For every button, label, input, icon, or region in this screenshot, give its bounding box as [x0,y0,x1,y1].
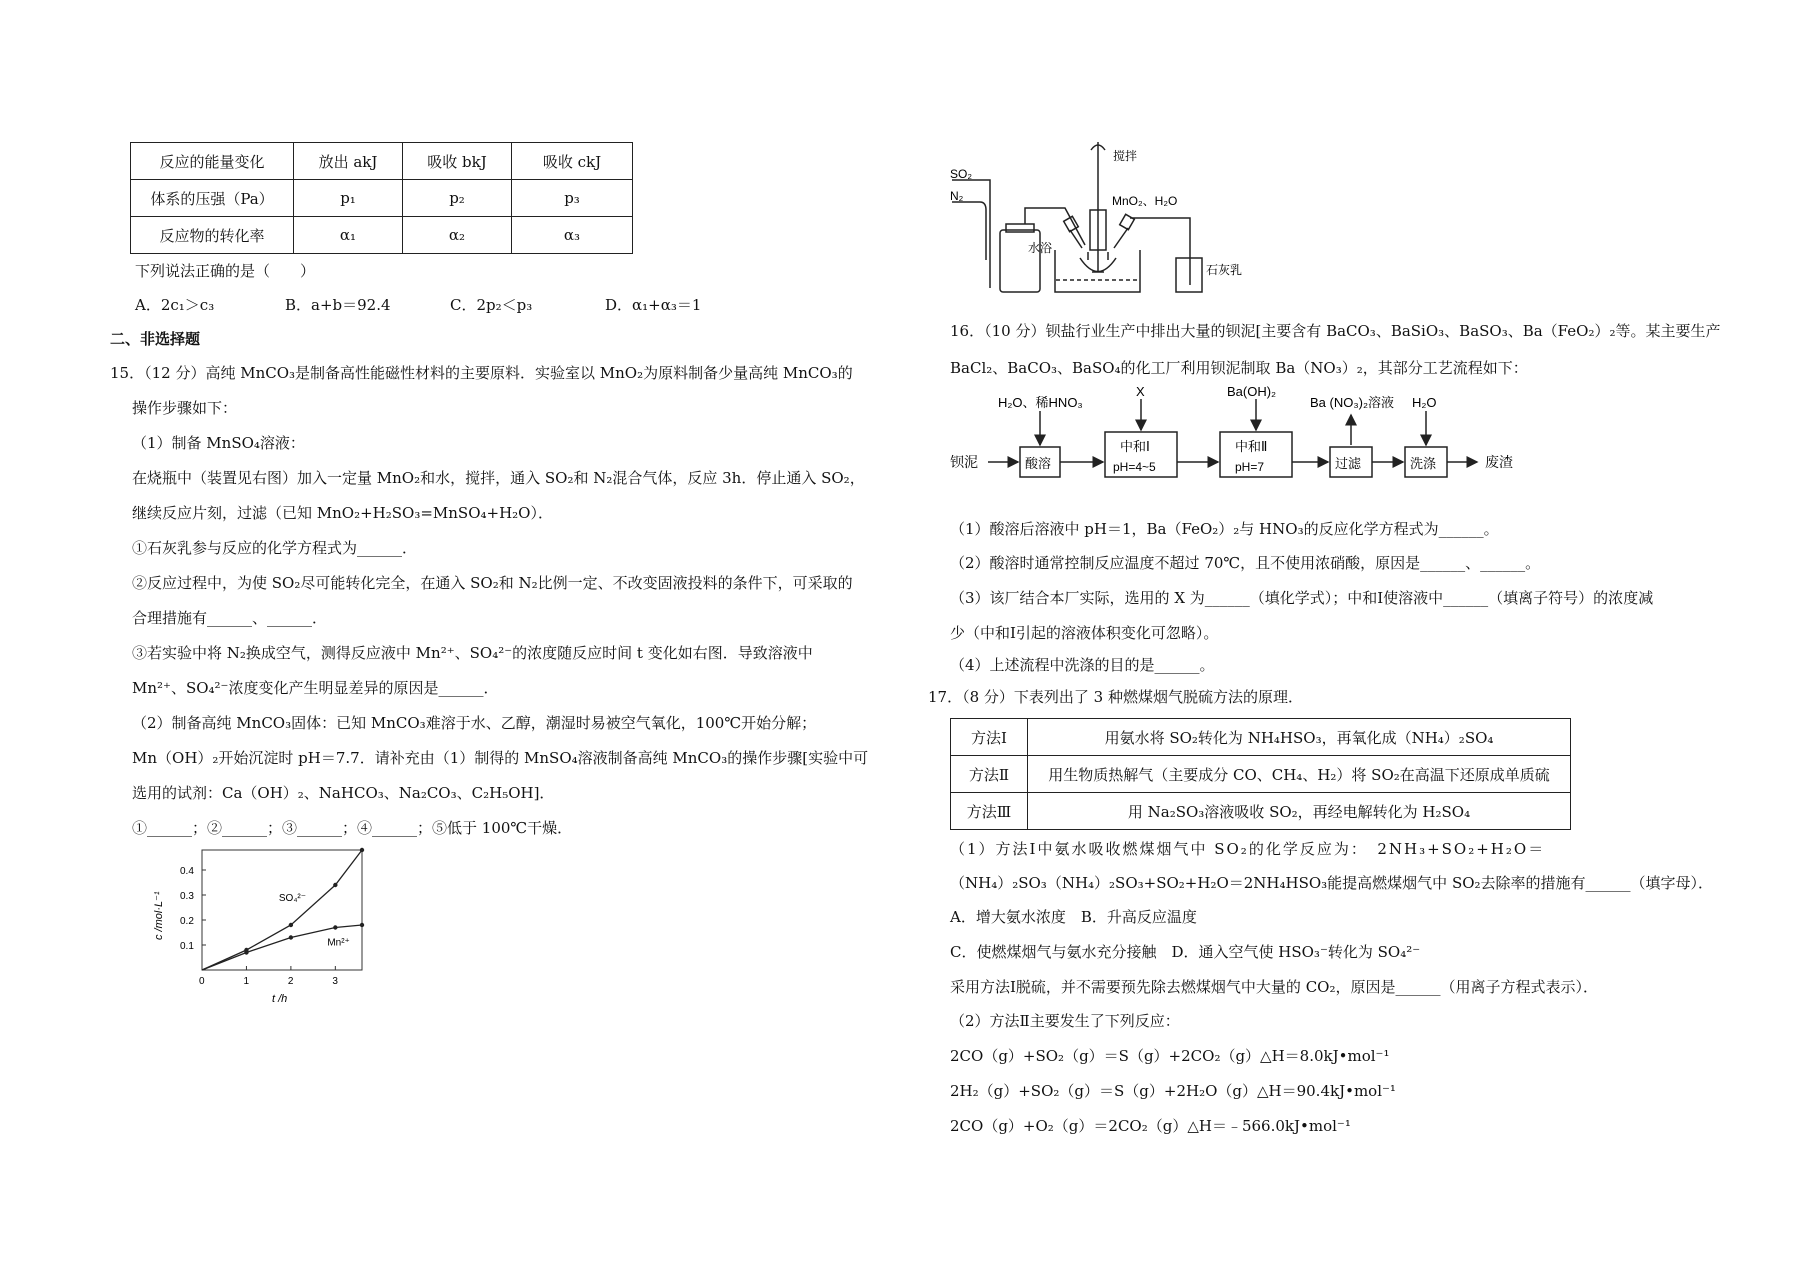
table-cell: 吸收 ckJ [512,143,633,180]
x-tick-label: 0 [199,976,205,987]
table-cell: α₂ [403,217,512,254]
q14-option-d: D．α₁+α₃＝1 [605,296,702,314]
q17-line: （1）方法Ⅰ中氨水吸收燃煤烟气中 SO₂的化学反应为： 2NH₃+SO₂+H₂O＝ [950,840,1546,858]
q15-line: Mn（OH）₂开始沉淀时 pH＝7.7．请补充由（1）制得的 MnSO₄溶液制备高纯 MnCO₃的操作步骤[实验中可 [132,749,869,767]
q14-option-b: B．a+b＝92.4 [285,296,391,314]
data-point [333,925,337,929]
table-row [951,756,1571,793]
series-line [202,850,362,970]
table-cell: 方法Ⅰ [951,719,1028,756]
series-label: SO₄²⁻ [278,893,307,904]
q15-line: 操作步骤如下： [132,399,238,417]
x-tick-label: 3 [332,976,338,987]
q15-line: （2）制备高纯 MnCO₃固体：已知 MnCO₃难溶于水、乙醇，潮湿时易被空气氧化，100℃开始分解； [132,714,817,732]
data-point [333,883,337,887]
q15-line: ③若实验中将 N₂换成空气，测得反应液中 Mn²⁺、SO₄²⁻的浓度随反应时间 t 变化如右图．导致溶液中 [132,644,813,662]
flow-input: Ba (NO₃)₂溶液 [1310,395,1395,410]
table-cell: 放出 akJ [294,143,403,180]
q15-line: 继续反应片刻，过滤（已知 MnO₂+H₂SO₃=MnSO₄+H₂O）． [132,504,553,522]
q17-line: C．使燃煤烟气与氨水充分接触 D．通入空气使 HSO₃⁻转化为 SO₄²⁻ [950,943,1421,961]
flow-input: Ba(OH)₂ [1227,385,1277,399]
flow-box-label: pH=4~5 [1113,460,1156,474]
data-point [244,950,248,954]
apparatus-label: 搅拌 [1113,149,1138,163]
q16-question: 少（中和Ⅰ引起的溶液体积变化可忽略）。 [950,624,1219,642]
q15-line: ①石灰乳参与反应的化学方程式为______． [132,539,418,557]
q15-line: ①______；②______；③______；④______；⑤低于 100℃干燥． [132,819,573,837]
q15-line: ②反应过程中，为使 SO₂尽可能转化完全，在通入 SO₂和 N₂比例一定、不改变固液投料的条件下，可采取的 [132,574,853,592]
flow-box-label: 中和Ⅱ [1235,439,1268,454]
table-cell: 方法Ⅱ [951,756,1028,793]
flow-box-label: 酸溶 [1025,456,1052,471]
q16-line: 16．（10 分）钡盐行业生产中排出大量的钡泥[主要含有 BaCO₃、BaSiO₃、BaSO₃、Ba（FeO₂）₂等。某主要生产 [950,322,1721,340]
data-point [360,923,364,927]
q16-question: （4）上述流程中洗涤的目的是______。 [950,656,1215,674]
flow-box-label: 洗涤 [1410,456,1437,471]
x-axis-label: t /h [272,993,288,1005]
flow-box-label: 中和Ⅰ [1120,439,1150,454]
table-row [131,217,633,254]
table-cell: 反应物的转化率 [131,217,294,254]
apparatus-label: N₂ [950,189,964,203]
q15-line: 在烧瓶中（装置见右图）加入一定量 MnO₂和水，搅拌，通入 SO₂和 N₂混合气体，反应 3h．停止通入 SO₂， [132,469,865,487]
q14-prompt: 下列说法正确的是（ ） [135,262,316,280]
q17-line: 2CO（g）+SO₂（g）＝S（g）+2CO₂（g）△H＝8.0kJ•mol⁻¹ [950,1047,1390,1065]
table-cell: p₁ [294,180,403,217]
table-cell: p₃ [512,180,633,217]
flow-start: 钡泥 [950,454,978,470]
apparatus-label: SO₂ [950,167,972,181]
y-tick-label: 0.3 [180,891,194,902]
apparatus-label: 水浴 [1028,241,1053,255]
table-cell: 用氨水将 SO₂转化为 NH₄HSO₃，再氧化成（NH₄）₂SO₄ [1028,719,1571,756]
x-tick-label: 1 [243,976,250,987]
apparatus-label: MnO₂、H₂O [1112,194,1178,208]
q15-line: 合理措施有______、______． [132,609,328,627]
q16-question: （2）酸溶时通常控制反应温度不超过 70℃，且不使用浓硝酸，原因是______、______。 [950,554,1541,572]
table-cell: p₂ [403,180,512,217]
table-row [131,143,633,180]
y-tick-label: 0.1 [180,941,194,952]
y-axis-label: c /mol·L⁻¹ [153,891,165,940]
q14-energy-table [130,142,633,254]
q16-question: （1）酸溶后溶液中 pH＝1，Ba（FeO₂）₂与 HNO₃的反应化学方程式为______。 [950,520,1499,538]
table-cell: α₃ [512,217,633,254]
q17-intro: 17．（8 分）下表列出了 3 种燃煤烟气脱硫方法的原理． [928,688,1303,706]
flow-input: H₂O [1412,395,1437,410]
table-cell: 吸收 bkJ [403,143,512,180]
flow-end: 废渣 [1485,454,1513,470]
table-cell: 用 Na₂SO₃溶液吸收 SO₂，再经电解转化为 H₂SO₄ [1028,793,1571,830]
q15-line: 15．（12 分）高纯 MnCO₃是制备高性能磁性材料的主要原料．实验室以 MnO₂为原料制备少量高纯 MnCO₃的 [110,364,853,382]
section-title: 二、非选择题 [110,330,201,348]
data-point [289,935,293,939]
table-cell: 方法Ⅲ [951,793,1028,830]
q17-line: （NH₄）₂SO₃（NH₄）₂SO₃+SO₂+H₂O＝2NH₄HSO₃能提高燃煤烟气中 SO₂去除率的措施有______（填字母）． [950,874,1714,892]
apparatus-label: 石灰乳 [1206,263,1243,277]
table-cell: 体系的压强（Pa） [131,180,294,217]
table-cell: 用生物质热解气（主要成分 CO、CH₄、H₂）将 SO₂在高温下还原成单质硫 [1028,756,1571,793]
concentration-chart [132,840,452,1020]
q15-line: （1）制备 MnSO₄溶液： [132,434,305,452]
q14-option-a: A．2c₁＞c₃ [135,296,215,314]
x-tick-label: 2 [287,976,294,987]
q17-line: A．增大氨水浓度 B．升高反应温度 [950,908,1197,926]
data-point [360,848,364,852]
data-point [289,923,293,927]
q15-line: Mn²⁺、SO₄²⁻浓度变化产生明显差异的原因是______． [132,679,499,697]
flow-input: H₂O、稀HNO₃ [998,395,1083,410]
apparatus-diagram [950,140,1250,300]
q17-line: 2H₂（g）+SO₂（g）＝S（g）+2H₂O（g）△H＝90.4kJ•mol⁻¹ [950,1082,1396,1100]
q17-line: 2CO（g）+O₂（g）＝2CO₂（g）△H＝﹣566.0kJ•mol⁻¹ [950,1117,1351,1135]
q17-method-table [950,718,1571,830]
y-tick-label: 0.4 [180,866,194,877]
table-cell: α₁ [294,217,403,254]
q17-line: （2）方法Ⅱ主要发生了下列反应： [950,1012,1180,1030]
flow-box-label: pH=7 [1235,460,1265,474]
flow-input: X [1136,385,1145,399]
q16-question: （3）该厂结合本厂实际，选用的 X 为______（填化学式）；中和Ⅰ使溶液中______（填离子符号）的浓度减 [950,589,1654,607]
q14-option-c: C．2p₂＜p₃ [450,296,533,314]
table-row [951,719,1571,756]
q17-line: 采用方法Ⅰ脱硫，并不需要预先除去燃煤烟气中大量的 CO₂，原因是______（用离子方程式表示）． [950,978,1598,996]
y-tick-label: 0.2 [180,916,194,927]
table-cell: 反应的能量变化 [131,143,294,180]
plot-frame [202,850,362,970]
table-row [951,793,1571,830]
series-label: Mn²⁺ [327,937,350,949]
flow-box-label: 过滤 [1335,456,1362,471]
q16-line: BaCl₂、BaCO₃、BaSO₄的化工厂利用钡泥制取 Ba（NO₃）₂，其部分工艺流程如下： [950,359,1528,377]
process-flowchart [950,385,1720,495]
q15-line: 选用的试剂：Ca（OH）₂、NaHCO₃、Na₂CO₃、C₂H₅OH]． [132,784,555,802]
table-row [131,180,633,217]
